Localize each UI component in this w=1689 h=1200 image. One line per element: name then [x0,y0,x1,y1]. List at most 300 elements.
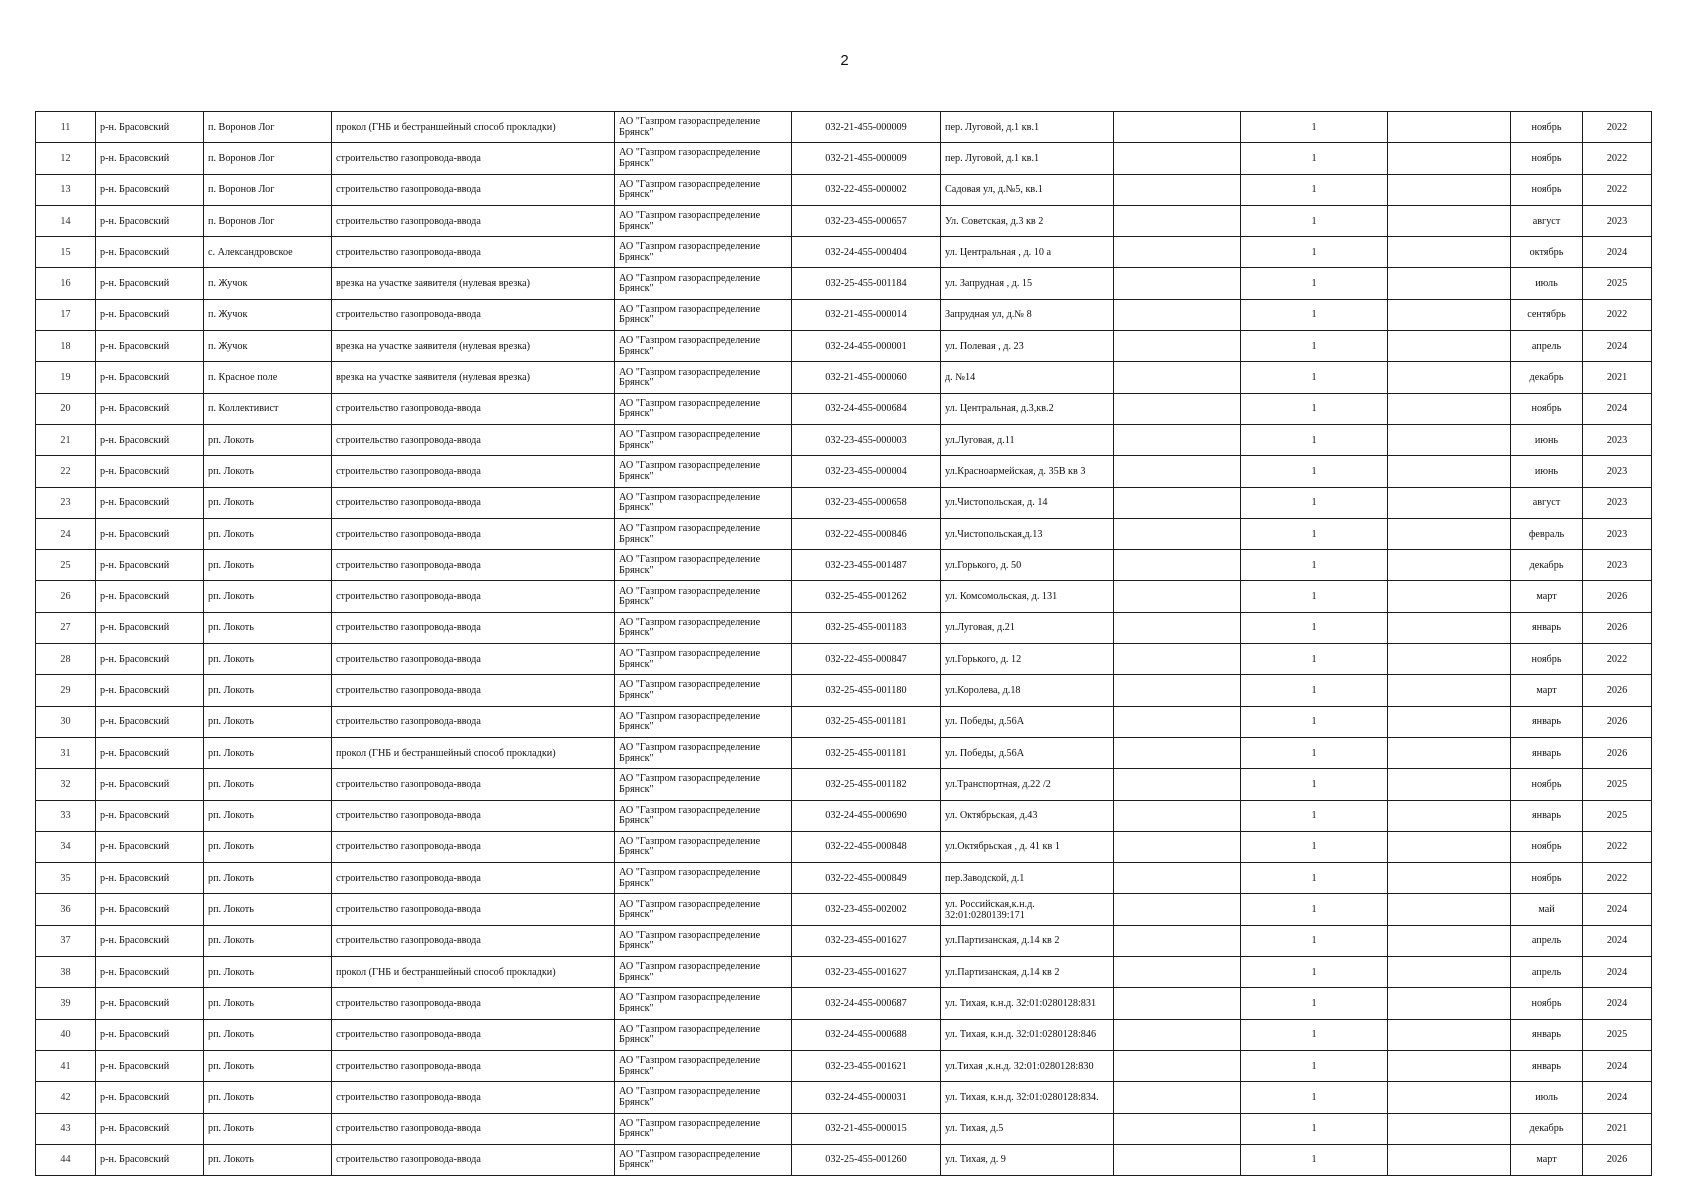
empty-cell [1114,863,1241,894]
application-code-cell: 032-24-455-000031 [792,1082,941,1113]
empty-cell [1388,424,1511,455]
empty-cell [1114,769,1241,800]
settlement-cell: п. Коллективист [204,393,332,424]
district-cell: р-н. Брасовский [96,644,204,675]
address-cell: ул. Октябрьская, д.43 [941,800,1114,831]
quantity-cell: 1 [1241,581,1388,612]
row-number-cell: 32 [36,769,96,800]
year-cell: 2022 [1583,174,1652,205]
district-cell: р-н. Брасовский [96,174,204,205]
empty-cell [1114,424,1241,455]
work-type-cell: строительство газопровода-ввода [332,1082,615,1113]
table-row [36,769,1652,800]
year-cell: 2022 [1583,299,1652,330]
settlement-cell: п. Жучок [204,268,332,299]
empty-cell [1114,925,1241,956]
application-code-cell: 032-25-455-001180 [792,675,941,706]
month-cell: ноябрь [1511,988,1583,1019]
application-code-cell: 032-21-455-000009 [792,143,941,174]
quantity-cell: 1 [1241,268,1388,299]
address-cell: ул. Победы, д.56А [941,706,1114,737]
year-cell: 2026 [1583,737,1652,768]
empty-cell [1388,737,1511,768]
settlement-cell: рп. Локоть [204,737,332,768]
district-cell: р-н. Брасовский [96,831,204,862]
district-cell: р-н. Брасовский [96,863,204,894]
empty-cell [1388,894,1511,925]
empty-cell [1114,331,1241,362]
settlement-cell: рп. Локоть [204,894,332,925]
quantity-cell: 1 [1241,299,1388,330]
table-row [36,1082,1652,1113]
year-cell: 2026 [1583,706,1652,737]
row-number-cell: 38 [36,957,96,988]
table-row [36,644,1652,675]
quantity-cell: 1 [1241,612,1388,643]
district-cell: р-н. Брасовский [96,675,204,706]
table-row [36,1113,1652,1144]
organization-cell: АО "Газпром газораспределение Брянск" [615,863,792,894]
empty-cell [1388,863,1511,894]
empty-cell [1114,362,1241,393]
organization-cell: АО "Газпром газораспределение Брянск" [615,769,792,800]
application-code-cell: 032-21-455-000009 [792,112,941,143]
settlement-cell: рп. Локоть [204,1144,332,1175]
application-code-cell: 032-22-455-000846 [792,518,941,549]
district-cell: р-н. Брасовский [96,800,204,831]
settlement-cell: рп. Локоть [204,831,332,862]
address-cell: ул.Партизанская, д.14 кв 2 [941,925,1114,956]
settlement-cell: рп. Локоть [204,988,332,1019]
empty-cell [1114,988,1241,1019]
row-number-cell: 41 [36,1050,96,1081]
empty-cell [1388,925,1511,956]
application-code-cell: 032-24-455-000001 [792,331,941,362]
application-code-cell: 032-25-455-001183 [792,612,941,643]
empty-cell [1114,957,1241,988]
table-row [36,1019,1652,1050]
district-cell: р-н. Брасовский [96,706,204,737]
organization-cell: АО "Газпром газораспределение Брянск" [615,612,792,643]
table-row [36,863,1652,894]
address-cell: ул.Горького, д. 12 [941,644,1114,675]
table-row [36,831,1652,862]
empty-cell [1114,831,1241,862]
empty-cell [1114,737,1241,768]
empty-cell [1388,957,1511,988]
empty-cell [1114,143,1241,174]
empty-cell [1114,174,1241,205]
organization-cell: АО "Газпром газораспределение Брянск" [615,800,792,831]
table-row [36,237,1652,268]
settlement-cell: рп. Локоть [204,1019,332,1050]
month-cell: апрель [1511,925,1583,956]
work-type-cell: строительство газопровода-ввода [332,706,615,737]
row-number-cell: 44 [36,1144,96,1175]
address-cell: ул. Тихая, к.н.д. 32:01:0280128:834. [941,1082,1114,1113]
row-number-cell: 20 [36,393,96,424]
application-code-cell: 032-23-455-001487 [792,550,941,581]
work-type-cell: строительство газопровода-ввода [332,769,615,800]
quantity-cell: 1 [1241,1113,1388,1144]
year-cell: 2025 [1583,268,1652,299]
quantity-cell: 1 [1241,424,1388,455]
empty-cell [1388,487,1511,518]
empty-cell [1114,456,1241,487]
organization-cell: АО "Газпром газораспределение Брянск" [615,456,792,487]
table-row [36,331,1652,362]
year-cell: 2026 [1583,1144,1652,1175]
empty-cell [1388,112,1511,143]
settlement-cell: рп. Локоть [204,1050,332,1081]
district-cell: р-н. Брасовский [96,518,204,549]
year-cell: 2022 [1583,112,1652,143]
application-code-cell: 032-23-455-000658 [792,487,941,518]
settlement-cell: п. Воронов Лог [204,174,332,205]
month-cell: декабрь [1511,1113,1583,1144]
address-cell: ул. Тихая, д.5 [941,1113,1114,1144]
quantity-cell: 1 [1241,237,1388,268]
month-cell: январь [1511,800,1583,831]
empty-cell [1388,518,1511,549]
district-cell: р-н. Брасовский [96,393,204,424]
organization-cell: АО "Газпром газораспределение Брянск" [615,581,792,612]
application-code-cell: 032-23-455-001621 [792,1050,941,1081]
empty-cell [1114,1082,1241,1113]
empty-cell [1388,581,1511,612]
work-type-cell: строительство газопровода-ввода [332,456,615,487]
district-cell: р-н. Брасовский [96,737,204,768]
empty-cell [1114,1113,1241,1144]
year-cell: 2024 [1583,894,1652,925]
year-cell: 2026 [1583,612,1652,643]
month-cell: ноябрь [1511,143,1583,174]
address-cell: ул.Транспортная, д.22 /2 [941,769,1114,800]
settlement-cell: рп. Локоть [204,863,332,894]
settlement-cell: п. Воронов Лог [204,143,332,174]
organization-cell: АО "Газпром газораспределение Брянск" [615,1113,792,1144]
table-row [36,675,1652,706]
table-row [36,487,1652,518]
year-cell: 2023 [1583,205,1652,236]
address-cell: ул.Горького, д. 50 [941,550,1114,581]
organization-cell: АО "Газпром газораспределение Брянск" [615,174,792,205]
settlement-cell: рп. Локоть [204,800,332,831]
district-cell: р-н. Брасовский [96,612,204,643]
empty-cell [1388,268,1511,299]
table-row [36,612,1652,643]
empty-cell [1388,362,1511,393]
table-row [36,174,1652,205]
empty-cell [1114,299,1241,330]
year-cell: 2024 [1583,957,1652,988]
empty-cell [1388,644,1511,675]
table-row [36,1050,1652,1081]
row-number-cell: 18 [36,331,96,362]
application-code-cell: 032-25-455-001260 [792,1144,941,1175]
work-type-cell: строительство газопровода-ввода [332,424,615,455]
address-cell: д. №14 [941,362,1114,393]
empty-cell [1388,331,1511,362]
work-type-cell: строительство газопровода-ввода [332,1050,615,1081]
district-cell: р-н. Брасовский [96,769,204,800]
empty-cell [1114,644,1241,675]
settlement-cell: рп. Локоть [204,957,332,988]
work-type-cell: прокол (ГНБ и бестраншейный способ прокладки) [332,112,615,143]
year-cell: 2022 [1583,143,1652,174]
table-row [36,894,1652,925]
year-cell: 2025 [1583,769,1652,800]
application-code-cell: 032-23-455-001627 [792,957,941,988]
settlement-cell: п. Красное поле [204,362,332,393]
empty-cell [1388,456,1511,487]
year-cell: 2021 [1583,362,1652,393]
table-row [36,143,1652,174]
organization-cell: АО "Газпром газораспределение Брянск" [615,894,792,925]
month-cell: ноябрь [1511,831,1583,862]
work-type-cell: строительство газопровода-ввода [332,1019,615,1050]
month-cell: ноябрь [1511,393,1583,424]
organization-cell: АО "Газпром газораспределение Брянск" [615,1019,792,1050]
quantity-cell: 1 [1241,456,1388,487]
quantity-cell: 1 [1241,550,1388,581]
empty-cell [1388,1019,1511,1050]
organization-cell: АО "Газпром газораспределение Брянск" [615,518,792,549]
work-type-cell: строительство газопровода-ввода [332,299,615,330]
district-cell: р-н. Брасовский [96,456,204,487]
application-code-cell: 032-24-455-000690 [792,800,941,831]
quantity-cell: 1 [1241,675,1388,706]
quantity-cell: 1 [1241,112,1388,143]
district-cell: р-н. Брасовский [96,487,204,518]
year-cell: 2024 [1583,988,1652,1019]
month-cell: февраль [1511,518,1583,549]
organization-cell: АО "Газпром газораспределение Брянск" [615,1082,792,1113]
organization-cell: АО "Газпром газораспределение Брянск" [615,268,792,299]
year-cell: 2023 [1583,518,1652,549]
address-cell: ул.Луговая, д.21 [941,612,1114,643]
district-cell: р-н. Брасовский [96,894,204,925]
table-row [36,1144,1652,1175]
address-cell: Ул. Советская, д.3 кв 2 [941,205,1114,236]
work-type-cell: врезка на участке заявителя (нулевая врезка) [332,362,615,393]
month-cell: март [1511,1144,1583,1175]
row-number-cell: 11 [36,112,96,143]
district-cell: р-н. Брасовский [96,112,204,143]
organization-cell: АО "Газпром газораспределение Брянск" [615,487,792,518]
row-number-cell: 12 [36,143,96,174]
month-cell: июнь [1511,424,1583,455]
row-number-cell: 19 [36,362,96,393]
address-cell: пер. Луговой, д.1 кв.1 [941,112,1114,143]
month-cell: декабрь [1511,362,1583,393]
work-type-cell: строительство газопровода-ввода [332,143,615,174]
quantity-cell: 1 [1241,769,1388,800]
row-number-cell: 24 [36,518,96,549]
year-cell: 2024 [1583,237,1652,268]
row-number-cell: 29 [36,675,96,706]
empty-cell [1388,174,1511,205]
application-code-cell: 032-21-455-000014 [792,299,941,330]
address-cell: пер. Луговой, д.1 кв.1 [941,143,1114,174]
work-type-cell: строительство газопровода-ввода [332,393,615,424]
application-code-cell: 032-24-455-000404 [792,237,941,268]
month-cell: ноябрь [1511,769,1583,800]
work-type-cell: строительство газопровода-ввода [332,925,615,956]
row-number-cell: 14 [36,205,96,236]
empty-cell [1114,1144,1241,1175]
year-cell: 2023 [1583,456,1652,487]
empty-cell [1114,581,1241,612]
row-number-cell: 21 [36,424,96,455]
application-code-cell: 032-25-455-001181 [792,737,941,768]
address-cell: ул.Красноармейская, д. 35В кв 3 [941,456,1114,487]
work-type-cell: строительство газопровода-ввода [332,205,615,236]
district-cell: р-н. Брасовский [96,205,204,236]
settlement-cell: рп. Локоть [204,518,332,549]
work-type-cell: строительство газопровода-ввода [332,612,615,643]
work-type-cell: прокол (ГНБ и бестраншейный способ прокладки) [332,737,615,768]
year-cell: 2024 [1583,925,1652,956]
row-number-cell: 25 [36,550,96,581]
row-number-cell: 23 [36,487,96,518]
work-type-cell: строительство газопровода-ввода [332,831,615,862]
row-number-cell: 27 [36,612,96,643]
organization-cell: АО "Газпром газораспределение Брянск" [615,1144,792,1175]
year-cell: 2022 [1583,863,1652,894]
empty-cell [1388,1113,1511,1144]
settlement-cell: рп. Локоть [204,581,332,612]
year-cell: 2023 [1583,487,1652,518]
quantity-cell: 1 [1241,393,1388,424]
quantity-cell: 1 [1241,863,1388,894]
table-row [36,957,1652,988]
page-number: 2 [840,52,849,69]
address-cell: ул. Тихая, д. 9 [941,1144,1114,1175]
year-cell: 2022 [1583,831,1652,862]
quantity-cell: 1 [1241,894,1388,925]
table-row [36,925,1652,956]
empty-cell [1114,675,1241,706]
empty-cell [1388,831,1511,862]
address-cell: пер.Заводской, д.1 [941,863,1114,894]
district-cell: р-н. Брасовский [96,237,204,268]
table-row [36,456,1652,487]
month-cell: ноябрь [1511,863,1583,894]
application-code-cell: 032-21-455-000015 [792,1113,941,1144]
empty-cell [1388,550,1511,581]
empty-cell [1388,1144,1511,1175]
empty-cell [1388,393,1511,424]
month-cell: ноябрь [1511,644,1583,675]
settlement-cell: рп. Локоть [204,487,332,518]
table-row [36,550,1652,581]
settlement-cell: рп. Локоть [204,612,332,643]
settlement-cell: п. Жучок [204,331,332,362]
work-type-cell: строительство газопровода-ввода [332,988,615,1019]
year-cell: 2025 [1583,800,1652,831]
address-cell: ул.Тихая ,к.н.д. 32:01:0280128:830 [941,1050,1114,1081]
month-cell: март [1511,581,1583,612]
organization-cell: АО "Газпром газораспределение Брянск" [615,925,792,956]
empty-cell [1388,143,1511,174]
year-cell: 2025 [1583,1019,1652,1050]
empty-cell [1114,550,1241,581]
month-cell: январь [1511,1019,1583,1050]
row-number-cell: 36 [36,894,96,925]
work-type-cell: строительство газопровода-ввода [332,1113,615,1144]
address-cell: Запрудная ул, д.№ 8 [941,299,1114,330]
address-cell: ул.Чистопольская,д.13 [941,518,1114,549]
address-cell: ул. Полевая , д. 23 [941,331,1114,362]
district-cell: р-н. Брасовский [96,268,204,299]
settlement-cell: рп. Локоть [204,706,332,737]
empty-cell [1388,237,1511,268]
quantity-cell: 1 [1241,174,1388,205]
work-type-cell: строительство газопровода-ввода [332,894,615,925]
empty-cell [1114,112,1241,143]
quantity-cell: 1 [1241,331,1388,362]
empty-cell [1388,769,1511,800]
work-type-cell: врезка на участке заявителя (нулевая врезка) [332,331,615,362]
organization-cell: АО "Газпром газораспределение Брянск" [615,988,792,1019]
row-number-cell: 43 [36,1113,96,1144]
table-row [36,518,1652,549]
work-type-cell: строительство газопровода-ввода [332,1144,615,1175]
application-code-cell: 032-22-455-000002 [792,174,941,205]
quantity-cell: 1 [1241,1050,1388,1081]
quantity-cell: 1 [1241,1144,1388,1175]
year-cell: 2023 [1583,550,1652,581]
empty-cell [1388,1050,1511,1081]
organization-cell: АО "Газпром газораспределение Брянск" [615,675,792,706]
organization-cell: АО "Газпром газораспределение Брянск" [615,143,792,174]
application-code-cell: 032-25-455-001184 [792,268,941,299]
quantity-cell: 1 [1241,925,1388,956]
row-number-cell: 34 [36,831,96,862]
row-number-cell: 39 [36,988,96,1019]
table-row [36,706,1652,737]
work-type-cell: строительство газопровода-ввода [332,487,615,518]
month-cell: июль [1511,1082,1583,1113]
quantity-cell: 1 [1241,831,1388,862]
row-number-cell: 28 [36,644,96,675]
empty-cell [1114,800,1241,831]
work-type-cell: строительство газопровода-ввода [332,581,615,612]
table-row [36,737,1652,768]
application-code-cell: 032-23-455-002002 [792,894,941,925]
address-cell: ул. Победы, д.56А [941,737,1114,768]
row-number-cell: 40 [36,1019,96,1050]
empty-cell [1114,1019,1241,1050]
address-cell: ул. Центральная, д.3,кв.2 [941,393,1114,424]
district-cell: р-н. Брасовский [96,1113,204,1144]
month-cell: август [1511,487,1583,518]
year-cell: 2023 [1583,424,1652,455]
settlement-cell: рп. Локоть [204,1082,332,1113]
application-code-cell: 032-22-455-000848 [792,831,941,862]
address-cell: Садовая ул, д.№5, кв.1 [941,174,1114,205]
organization-cell: АО "Газпром газораспределение Брянск" [615,957,792,988]
application-code-cell: 032-24-455-000687 [792,988,941,1019]
month-cell: апрель [1511,957,1583,988]
empty-cell [1114,894,1241,925]
empty-cell [1388,612,1511,643]
table-row [36,393,1652,424]
settlement-cell: п. Воронов Лог [204,205,332,236]
work-type-cell: строительство газопровода-ввода [332,800,615,831]
month-cell: декабрь [1511,550,1583,581]
